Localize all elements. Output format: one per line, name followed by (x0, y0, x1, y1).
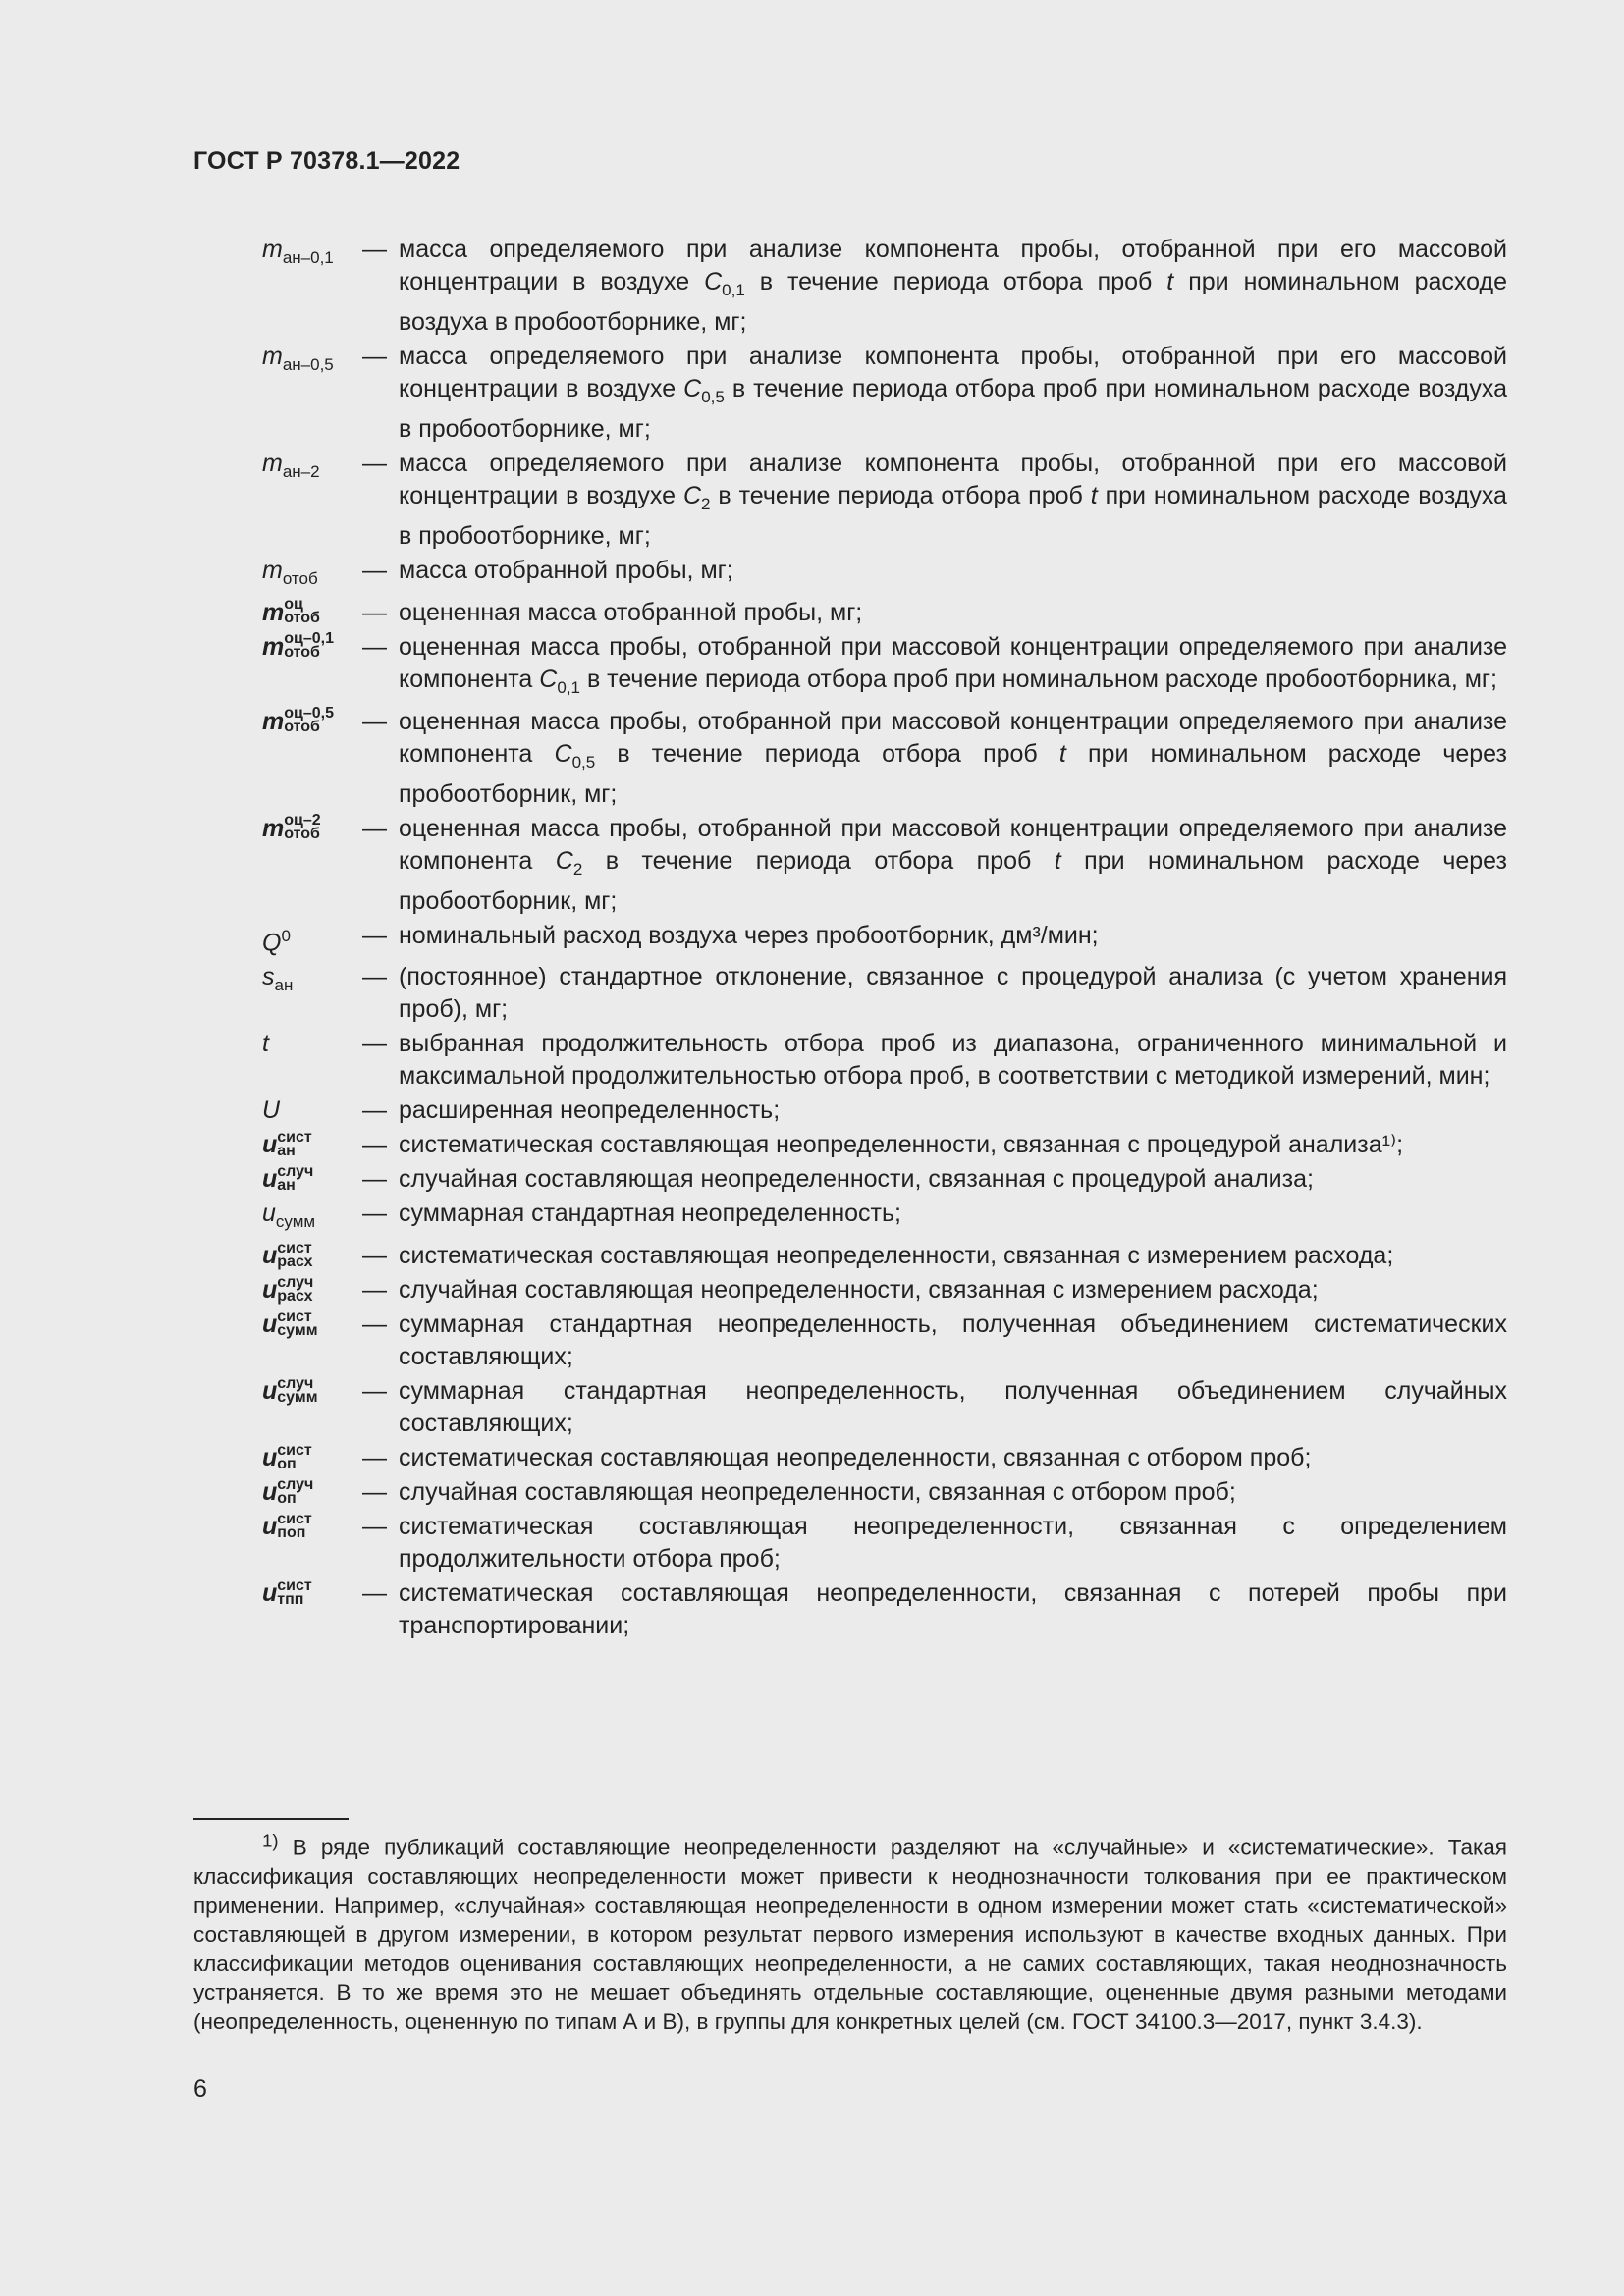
definition-text: оцененная масса отобранной пробы, мг; (399, 599, 863, 626)
symbol-indices (277, 1510, 312, 1541)
time-symbol: t (1166, 268, 1174, 295)
concentration-symbol: C (704, 268, 723, 295)
footnote-separator (193, 1818, 349, 1820)
definition-row (193, 1240, 1507, 1272)
symbol-base: u (262, 1444, 278, 1472)
definition-dash: — (362, 1096, 387, 1125)
concentration-symbol: C (682, 482, 702, 509)
symbol-subscript: отоб (284, 719, 320, 736)
symbol-subscript: расх (277, 1287, 313, 1305)
definition-symbol (193, 1375, 362, 1408)
definition-dash: — (362, 1377, 387, 1406)
definition-text: систематическая составляющая неопределенности, связанная с процедурой анализа¹⁾; (399, 1131, 1404, 1159)
symbol-subscript: ан–0,5 (282, 355, 334, 374)
symbol-subscript: отоб (284, 610, 320, 627)
definition-text: случайная составляющая неопределенности, связанная с процедурой анализа; (399, 1165, 1314, 1194)
footnote-marker: 1) (262, 1830, 279, 1850)
definition-symbol (193, 631, 362, 664)
symbol-indices (277, 1273, 314, 1305)
definition-row (193, 448, 1507, 553)
definition-symbol (193, 597, 362, 629)
definition-text: масса определяемого при анализе компонента пробы, отобранной при его массовой концентрации в воздухе $C_{0,1}$ в течение периода отбора проб t при номинальном расходе воздуха в пробоотборнике, мг; (399, 236, 1507, 336)
definition-row (193, 631, 1507, 704)
page-number: 6 (193, 2075, 207, 2103)
definition-dash: — (362, 1276, 387, 1305)
symbol-subscript: сумм (277, 1321, 318, 1339)
definition-row (193, 341, 1507, 446)
definition-symbol (193, 706, 362, 738)
definition-symbol (193, 1308, 362, 1341)
symbol-base: m (262, 708, 285, 735)
definition-dash: — (362, 922, 387, 949)
definition-row (193, 920, 1507, 959)
symbol-superscript: оц–0,1 (284, 630, 334, 648)
definition-row (193, 1442, 1507, 1474)
symbol-superscript: случ (277, 1273, 314, 1291)
symbol-base: U (262, 1096, 281, 1125)
symbol-base: u (262, 1513, 278, 1541)
symbol-base: m (262, 236, 283, 263)
definition-text: суммарная стандартная неопределенность; (399, 1200, 901, 1228)
definition-dash: — (362, 1200, 387, 1228)
symbol-base: u (262, 1579, 278, 1608)
definition-dash: — (362, 1513, 387, 1541)
symbol-superscript: случ (277, 1475, 314, 1493)
symbol-superscript: сист (277, 1510, 312, 1527)
definition-row (193, 234, 1507, 339)
definition-dash: — (362, 450, 387, 477)
concentration-index: 2 (572, 860, 583, 879)
symbol-subscript: ан–2 (282, 462, 320, 481)
definition-dash: — (362, 557, 387, 584)
symbol-indices (277, 1310, 317, 1338)
definition-dash: — (362, 1242, 387, 1270)
symbol-superscript: сист (277, 1308, 312, 1325)
symbol-base: m (262, 815, 285, 842)
symbol-subscript: отоб (284, 826, 320, 843)
symbol-subscript: расх (277, 1253, 313, 1270)
symbol-indices (284, 814, 320, 841)
symbol-superscript: оц (284, 596, 303, 614)
symbol-base: u (262, 1200, 276, 1228)
time-symbol: t (1054, 847, 1061, 875)
symbol-subscript: ан (277, 1142, 296, 1159)
definition-dash: — (362, 1478, 387, 1507)
symbol-base: m (262, 450, 283, 477)
definition-dash: — (362, 708, 387, 735)
symbol-base: u (262, 1310, 278, 1339)
concentration-symbol: C (539, 666, 558, 693)
symbol-base: u (262, 1131, 278, 1159)
definition-row (193, 1375, 1507, 1440)
definition-symbol (193, 1511, 362, 1543)
definition-row (193, 1163, 1507, 1196)
symbol-indices (277, 1128, 312, 1159)
time-symbol: t (1058, 740, 1066, 768)
definition-text: масса отобранной пробы, мг; (399, 557, 733, 584)
definition-dash: — (362, 963, 387, 991)
symbol-base: u (262, 1242, 278, 1270)
symbol-indices (277, 1576, 312, 1608)
symbol-superscript: сист (277, 1239, 312, 1256)
definition-symbol (193, 1274, 362, 1307)
definition-symbol (193, 961, 362, 1001)
concentration-index: 0,1 (557, 678, 580, 697)
definition-dash: — (362, 599, 387, 626)
symbol-base: u (262, 1478, 278, 1507)
symbol-superscript: случ (277, 1162, 314, 1180)
definition-symbol (193, 448, 362, 488)
definition-dash: — (362, 633, 387, 661)
definition-symbol (193, 920, 362, 959)
time-symbol: t (1090, 482, 1098, 509)
symbol-subscript: отоб (284, 644, 320, 662)
definition-text: систематическая составляющая неопределенности, связанная с отбором проб; (399, 1444, 1312, 1472)
definition-dash: — (362, 1030, 387, 1058)
definition-row (193, 1095, 1507, 1127)
concentration-symbol: C (555, 847, 573, 875)
symbol-indices (277, 1239, 313, 1270)
definition-symbol (193, 341, 362, 381)
definition-text: оцененная масса пробы, отобранной при массовой концентрации определяемого при анализе компонента $C_2$ в течение периода отбора проб t при номинальном расходе через пробоотборник, мг; (399, 815, 1507, 915)
definition-symbol (193, 1163, 362, 1196)
symbol-superscript: сист (277, 1576, 312, 1594)
symbol-indices (277, 1441, 312, 1472)
definition-row (193, 813, 1507, 918)
symbol-indices (277, 1162, 314, 1194)
concentration-index: 0,5 (571, 753, 596, 772)
definition-row (193, 597, 1507, 629)
symbol-subscript: ан (277, 1176, 296, 1194)
symbol-superscript: 0 (281, 927, 291, 945)
definition-dash: — (362, 1131, 387, 1159)
symbol-subscript: сумм (275, 1212, 316, 1232)
definition-row (193, 706, 1507, 811)
definition-symbol (193, 1198, 362, 1238)
symbol-subscript: оп (277, 1455, 297, 1472)
definition-dash: — (362, 343, 387, 370)
symbol-base: m (262, 633, 285, 661)
definition-text: оцененная масса пробы, отобранной при массовой концентрации определяемого при анализе компонента $C_{0,1}$ в течение периода отбора проб при номинальном расходе пробоотборника, мг; (399, 633, 1507, 697)
definition-text: (постоянное) стандартное отклонение, связанное с процедурой анализа (с учетом хранения проб), мг; (399, 963, 1507, 1024)
concentration-index: 2 (701, 495, 711, 513)
definition-row (193, 1198, 1507, 1238)
definition-symbol (193, 1240, 362, 1272)
definition-text: случайная составляющая неопределенности, связанная с отбором проб; (399, 1478, 1236, 1507)
symbol-base: u (262, 1165, 278, 1194)
definition-symbol (193, 1028, 362, 1060)
definition-row (193, 1274, 1507, 1307)
definitions-list (193, 234, 1507, 1644)
definition-dash: — (362, 1310, 387, 1339)
definition-text: выбранная продолжительность отбора проб из диапазона, ограниченного минимальной и максимальной продолжительностью отбора проб, в соответствии с методикой измерений, мин; (399, 1030, 1507, 1091)
symbol-indices (284, 598, 320, 625)
symbol-superscript: оц–2 (284, 812, 321, 829)
definition-row (193, 1129, 1507, 1161)
definition-text: масса определяемого при анализе компонента пробы, отобранной при его массовой концентрации в воздухе $C_2$ в течение периода отбора проб t при номинальном расходе воздуха в пробоотборнике, мг; (399, 450, 1507, 550)
symbol-subscript: оп (277, 1489, 297, 1507)
symbol-superscript: оц–0,5 (284, 705, 334, 722)
symbol-indices (277, 1374, 318, 1406)
symbol-base: s (262, 963, 275, 991)
definition-text: суммарная стандартная неопределенность, полученная объединением систематических составляющих; (399, 1310, 1507, 1371)
symbol-indices (284, 707, 334, 734)
definition-symbol (193, 1095, 362, 1127)
concentration-index: 0,5 (701, 388, 725, 406)
definition-text: систематическая составляющая неопределенности, связанная с потерей пробы при транспортировании; (399, 1579, 1507, 1640)
symbol-subscript: поп (277, 1523, 306, 1541)
concentration-symbol: C (683, 375, 702, 402)
symbol-indices (277, 1475, 314, 1507)
symbol-base: m (262, 557, 283, 584)
definition-symbol (193, 1577, 362, 1610)
definition-row (193, 555, 1507, 595)
definition-symbol (193, 555, 362, 595)
definition-dash: — (362, 1444, 387, 1472)
definition-row (193, 1511, 1507, 1575)
symbol-superscript: сист (277, 1128, 312, 1146)
definition-symbol (193, 1476, 362, 1509)
definition-row (193, 1028, 1507, 1093)
definition-text: оцененная масса пробы, отобранной при массовой концентрации определяемого при анализе компонента $C_{0,5}$ в течение периода отбора проб t при номинальном расходе через пробоотборник, мг; (399, 708, 1507, 808)
symbol-subscript: ан (274, 976, 294, 995)
definition-text: случайная составляющая неопределенности, связанная с измерением расхода; (399, 1276, 1319, 1305)
definition-text: систематическая составляющая неопределенности, связанная с определением продолжительности отбора проб; (399, 1513, 1507, 1574)
document-header: ГОСТ Р 70378.1—2022 (193, 147, 460, 175)
definition-text: расширенная неопределенность; (399, 1096, 781, 1125)
definition-text: номинальный расход воздуха через пробоотборник, дм³/мин; (399, 922, 1099, 949)
symbol-base: u (262, 1377, 278, 1406)
footnote-text: В ряде публикаций составляющие неопределенности разделяют на «случайные» и «систематические». Такая классификация составляющих неопределенности может привести к неоднозначности толкования при ее практическом применении. Например, «случайная» составляющая неопределенности в одном измерении может стать «систематической» составляющей в другом измерении, в котором результат первого измерения используют в качестве входных данных. При классификации методов оценивания составляющих неопределенности, а не самих составляющих, такая неоднозначность устраняется. В то же время это не мешает объединять отдельные составляющие, оцененные двумя разными методами (неопределенность, оцененную по типам А и В), в группы для конкретных целей (см. ГОСТ 34100.3—2017, пункт 3.4.3). (193, 1835, 1507, 2034)
symbol-base: m (262, 343, 283, 370)
definition-dash: — (362, 236, 387, 263)
definition-row (193, 1476, 1507, 1509)
definition-dash: — (362, 1165, 387, 1194)
symbol-base: t (262, 1030, 269, 1058)
symbol-indices (284, 632, 334, 660)
definition-row (193, 1577, 1507, 1642)
concentration-index: 0,1 (722, 281, 745, 299)
definition-row (193, 961, 1507, 1026)
footnote (193, 1826, 1507, 2036)
symbol-subscript: тпп (277, 1590, 304, 1608)
symbol-base: Q (262, 929, 282, 957)
definition-symbol (193, 234, 362, 274)
definition-symbol (193, 813, 362, 845)
symbol-superscript: случ (277, 1374, 314, 1392)
definition-text: систематическая составляющая неопределенности, связанная с измерением расхода; (399, 1242, 1394, 1270)
definition-symbol (193, 1442, 362, 1474)
definition-symbol (193, 1129, 362, 1161)
symbol-subscript: ан–0,1 (282, 248, 334, 267)
definition-row (193, 1308, 1507, 1373)
symbol-superscript: сист (277, 1441, 312, 1459)
definition-dash: — (362, 1579, 387, 1608)
concentration-symbol: C (554, 740, 572, 768)
symbol-subscript: отоб (282, 569, 318, 588)
definition-text: суммарная стандартная неопределенность, полученная объединением случайных составляющих; (399, 1377, 1507, 1438)
definition-dash: — (362, 815, 387, 842)
definition-text: масса определяемого при анализе компонента пробы, отобранной при его массовой концентрации в воздухе $C_{0,5}$ в течение периода отбора проб при номинальном расходе воздуха в пробоотборнике, мг; (399, 343, 1507, 443)
symbol-base: m (262, 599, 285, 626)
symbol-subscript: сумм (277, 1388, 318, 1406)
symbol-base: u (262, 1276, 278, 1305)
